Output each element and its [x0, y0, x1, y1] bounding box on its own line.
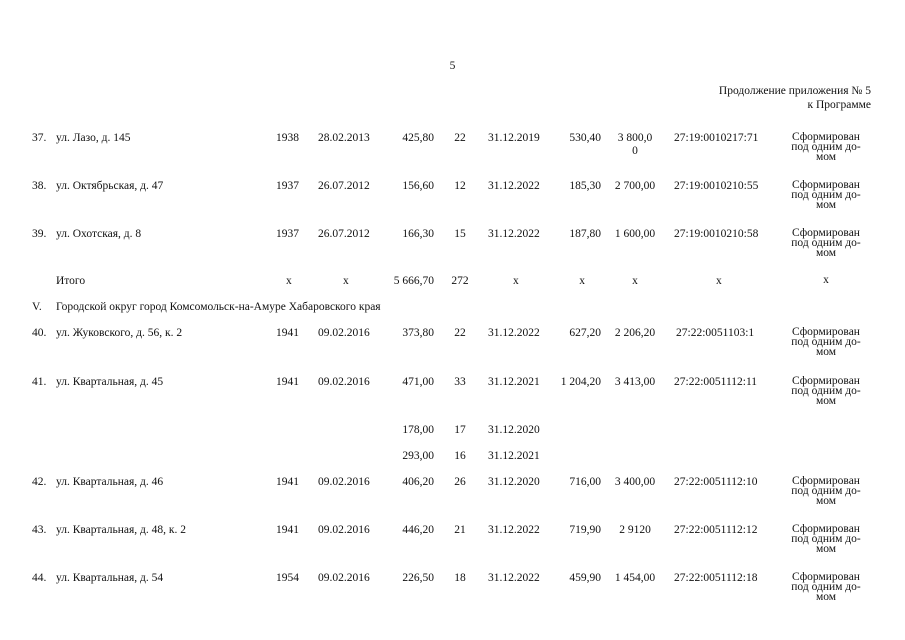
row-deadline: 31.12.2021	[488, 450, 540, 462]
row-area-total: 719,90	[569, 524, 601, 536]
row-address: ул. Квартальная, д. 48, к. 2	[56, 524, 186, 536]
row-year: 1937	[276, 180, 299, 192]
row-status: Сформирован под одним до- мом	[791, 571, 861, 603]
row-cadastral: 27:22:0051112:10	[674, 476, 758, 488]
row-status: Сформирован под одним до- мом	[791, 179, 861, 211]
total-count: 272	[451, 275, 469, 287]
row-area-total: 185,30	[569, 180, 601, 192]
row-year: 1941	[276, 376, 299, 388]
row-area: 406,20	[402, 476, 434, 488]
row-status: Сформирован под одним до- мом	[791, 523, 861, 555]
row-area: 226,50	[402, 572, 434, 584]
row-deadline: 31.12.2020	[488, 476, 540, 488]
row-date: х	[343, 275, 349, 287]
row-cadastral: 27:19:0010217:71	[674, 132, 759, 144]
total-label: Итого	[56, 275, 86, 287]
row-count: 18	[454, 572, 466, 584]
row-count: 33	[454, 376, 466, 388]
row-status: Сформирован под одним до- мом	[791, 131, 861, 163]
row-date: 28.02.2013	[318, 132, 370, 144]
row-address: ул. Квартальная, д. 45	[56, 376, 164, 388]
row-area: 373,80	[402, 327, 434, 339]
row-cost: 1 600,00	[614, 228, 656, 240]
row-deadline: 31.12.2021	[488, 376, 540, 388]
row-address: ул. Квартальная, д. 46	[56, 476, 164, 488]
total-area: 5 666,70	[393, 275, 434, 287]
row-year: 1954	[276, 572, 299, 584]
row-cost: 3 800,0 0	[617, 132, 653, 157]
row-cost: 3 413,00	[614, 376, 656, 388]
row-count: 21	[454, 524, 466, 536]
row-count: 15	[454, 228, 466, 240]
row-area: 446,20	[402, 524, 434, 536]
row-year: 1937	[276, 228, 299, 240]
page-number: 5	[449, 60, 456, 72]
row-area: 156,60	[402, 180, 434, 192]
row-deadline: х	[513, 275, 519, 287]
appendix-caption	[719, 84, 871, 112]
row-cost: 2 9120	[619, 524, 651, 536]
row-status: Сформирован под одним до- мом	[791, 475, 861, 507]
row-date: 09.02.2016	[318, 376, 370, 388]
row-area-total: х	[579, 275, 585, 287]
row-address: ул. Квартальная, д. 54	[56, 572, 164, 584]
table-row	[0, 180, 905, 220]
row-count: 22	[454, 327, 466, 339]
row-date: 09.02.2016	[318, 524, 370, 536]
row-year: х	[286, 275, 292, 287]
row-deadline: 31.12.2022	[488, 524, 540, 536]
row-deadline: 31.12.2022	[488, 327, 540, 339]
table-row	[0, 524, 905, 564]
row-status: Сформирован под одним до- мом	[791, 326, 861, 358]
row-deadline: 31.12.2019	[488, 132, 540, 144]
row-area: 293,00	[402, 450, 434, 462]
row-year: 1941	[276, 476, 299, 488]
table-row	[0, 376, 905, 416]
row-year: 1941	[276, 524, 299, 536]
table-row	[0, 572, 905, 612]
row-count: 26	[454, 476, 466, 488]
row-cadastral: 27:19:0010210:55	[674, 180, 759, 192]
row-number: 38.	[32, 180, 47, 192]
table-row	[0, 327, 905, 367]
table-row	[0, 228, 905, 268]
row-number: 44.	[32, 572, 47, 584]
row-cost: 1 454,00	[614, 572, 656, 584]
row-number: 43.	[32, 524, 47, 536]
row-count: 17	[454, 424, 466, 436]
row-address: ул. Лазо, д. 145	[56, 132, 131, 144]
row-status: Сформирован под одним до- мом	[791, 375, 861, 407]
row-cost: 2 206,20	[614, 327, 656, 339]
row-area-total: 716,00	[569, 476, 601, 488]
row-cadastral: 27:22:0051103:1	[676, 327, 755, 339]
table-row	[0, 476, 905, 516]
row-year: 1941	[276, 327, 299, 339]
section-number: V.	[32, 301, 42, 313]
row-number: 40.	[32, 327, 47, 339]
row-address: ул. Охотская, д. 8	[56, 228, 142, 240]
row-area: 471,00	[402, 376, 434, 388]
row-number: 41.	[32, 376, 47, 388]
row-cadastral: 27:22:0051112:12	[674, 524, 758, 536]
row-status: х	[823, 274, 829, 286]
row-date: 09.02.2016	[318, 327, 370, 339]
row-area: 178,00	[402, 424, 434, 436]
appendix-line-1: Продолжение приложения № 5	[718, 85, 871, 97]
section-title: Городской округ город Комсомольск-на-Амуре Хабаровского края	[56, 301, 381, 313]
row-cost: 2 700,00	[614, 180, 656, 192]
row-area-total: 627,20	[569, 327, 601, 339]
row-area-total: 459,90	[569, 572, 601, 584]
row-date: 26.07.2012	[318, 180, 370, 192]
row-number: 42.	[32, 476, 47, 488]
row-cost: 3 400,00	[614, 476, 656, 488]
row-year: 1938	[276, 132, 299, 144]
row-area: 166,30	[402, 228, 434, 240]
row-count: 16	[454, 450, 466, 462]
row-count: 12	[454, 180, 466, 192]
row-number: 37.	[32, 132, 47, 144]
table-row	[0, 132, 905, 172]
row-cost: х	[632, 275, 638, 287]
row-area-total: 1 204,20	[560, 376, 601, 388]
row-number: 39.	[32, 228, 47, 240]
row-status: Сформирован под одним до- мом	[791, 227, 861, 259]
row-deadline: 31.12.2020	[488, 424, 540, 436]
row-cadastral: 27:22:0051112:11	[674, 376, 758, 388]
row-address: ул. Октябрьская, д. 47	[56, 180, 164, 192]
row-area: 425,80	[402, 132, 434, 144]
row-address: ул. Жуковского, д. 56, к. 2	[56, 327, 183, 339]
appendix-line-2: к Программе	[807, 99, 871, 111]
row-cadastral: 27:19:0010210:58	[674, 228, 759, 240]
row-deadline: 31.12.2022	[488, 180, 540, 192]
row-count: 22	[454, 132, 466, 144]
row-deadline: 31.12.2022	[488, 228, 540, 240]
row-date: 09.02.2016	[318, 476, 370, 488]
row-area-total: 187,80	[569, 228, 601, 240]
row-date: 09.02.2016	[318, 572, 370, 584]
row-cadastral: х	[716, 275, 722, 287]
row-deadline: 31.12.2022	[488, 572, 540, 584]
row-cadastral: 27:22:0051112:18	[674, 572, 758, 584]
row-area-total: 530,40	[569, 132, 601, 144]
row-date: 26.07.2012	[318, 228, 370, 240]
